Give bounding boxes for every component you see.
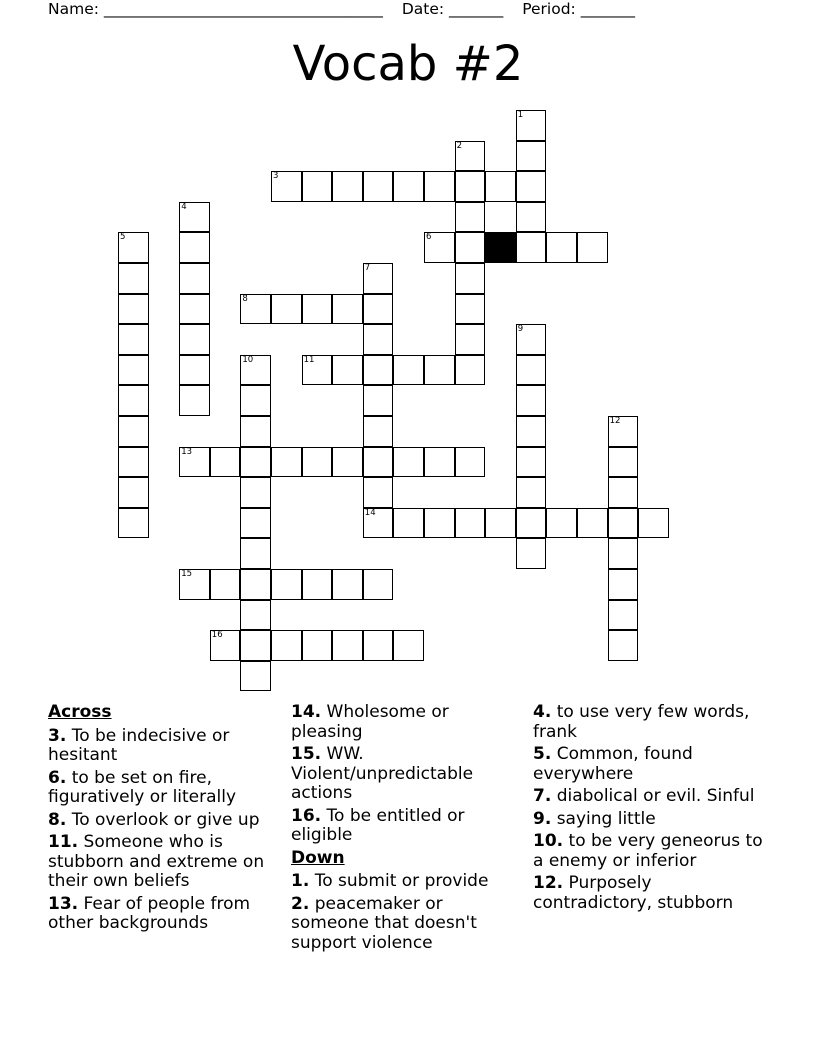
grid-cell[interactable] bbox=[332, 355, 363, 386]
clue-across-8: 8. To overlook or give up bbox=[48, 809, 260, 830]
grid-cell[interactable] bbox=[240, 447, 271, 478]
grid-cell[interactable] bbox=[240, 385, 271, 416]
grid-cell[interactable] bbox=[363, 385, 394, 416]
clue-across-16: 16. To be entitled or eligible bbox=[291, 805, 465, 845]
grid-cell[interactable] bbox=[485, 508, 516, 539]
grid-cell[interactable] bbox=[516, 416, 547, 447]
grid-cell[interactable] bbox=[516, 171, 547, 202]
clue-number-2: 2 bbox=[456, 140, 463, 151]
grid-cell[interactable] bbox=[516, 141, 547, 172]
grid-cell[interactable] bbox=[118, 477, 149, 508]
clue-across-6: 6. to be set on fire, figuratively or literally bbox=[48, 767, 237, 807]
grid-cell[interactable] bbox=[240, 508, 271, 539]
grid-cell[interactable] bbox=[455, 263, 486, 294]
grid-cell[interactable] bbox=[516, 232, 547, 263]
clue-down-4: 4. to use very few words, frank bbox=[533, 702, 750, 742]
grid-cell[interactable] bbox=[302, 171, 333, 202]
grid-cell[interactable] bbox=[179, 355, 210, 386]
across-heading: Across bbox=[48, 702, 112, 722]
grid-cell[interactable] bbox=[363, 477, 394, 508]
grid-cell[interactable] bbox=[393, 355, 424, 386]
grid-cell[interactable] bbox=[363, 324, 394, 355]
page-title: Vocab #2 bbox=[292, 36, 524, 92]
clue-number-15: 15 bbox=[181, 569, 193, 579]
grid-cell[interactable] bbox=[393, 447, 424, 478]
clue-down-2: 2. peacemaker or someone that doesn't support violence bbox=[291, 893, 477, 953]
grid-cell[interactable] bbox=[179, 294, 210, 325]
grid-cell[interactable] bbox=[363, 171, 394, 202]
grid-cell[interactable] bbox=[455, 508, 486, 539]
grid-cell[interactable] bbox=[302, 294, 333, 325]
grid-cell[interactable] bbox=[271, 569, 302, 600]
clue-across-3: 3. To be indecisive or hesitant bbox=[48, 725, 230, 765]
grid-cell[interactable] bbox=[516, 447, 547, 478]
grid-cell[interactable] bbox=[332, 569, 363, 600]
middle-clues-column bbox=[291, 703, 513, 956]
grid-cell[interactable] bbox=[455, 294, 486, 325]
black-cell bbox=[485, 232, 516, 263]
grid-cell[interactable] bbox=[271, 630, 302, 661]
clue-across-13: 13. Fear of people from other backgrounds bbox=[48, 893, 251, 933]
grid-cell[interactable] bbox=[118, 324, 149, 355]
grid-cell[interactable] bbox=[608, 630, 639, 661]
grid-cell[interactable] bbox=[424, 171, 455, 202]
grid-cell[interactable] bbox=[516, 355, 547, 386]
clue-down-9: 9. saying little bbox=[533, 808, 656, 829]
grid-cell[interactable] bbox=[118, 263, 149, 294]
grid-cell[interactable] bbox=[118, 294, 149, 325]
clue-number-3: 3 bbox=[273, 171, 279, 182]
grid-cell[interactable] bbox=[332, 630, 363, 661]
clue-down-10: 10. to be very geneorus to a enemy or inferior bbox=[533, 831, 763, 871]
clue-across-14: 14. Wholesome or pleasing bbox=[291, 702, 449, 742]
clue-down-1: 1. To submit or provide bbox=[291, 871, 489, 891]
grid-cell[interactable] bbox=[577, 508, 608, 539]
grid-cell[interactable] bbox=[179, 263, 210, 294]
grid-cell[interactable] bbox=[516, 508, 547, 539]
grid-cell[interactable] bbox=[363, 447, 394, 478]
grid-cell[interactable] bbox=[302, 630, 333, 661]
grid-cell[interactable] bbox=[424, 447, 455, 478]
grid-cell[interactable] bbox=[638, 508, 669, 539]
down-heading: Down bbox=[291, 847, 345, 868]
grid-cell[interactable] bbox=[363, 569, 394, 600]
grid-cell[interactable] bbox=[271, 294, 302, 325]
grid-cell[interactable] bbox=[332, 447, 363, 478]
date-field[interactable]: Date: _______ bbox=[401, 0, 504, 18]
grid-cell[interactable] bbox=[363, 630, 394, 661]
name-field[interactable]: Name: ____________________________________ bbox=[48, 0, 383, 18]
clue-number-10: 10 bbox=[242, 354, 254, 365]
grid-cell[interactable] bbox=[240, 477, 271, 508]
grid-cell[interactable] bbox=[210, 447, 241, 478]
clue-number-7: 7 bbox=[364, 263, 371, 273]
clue-number-6: 6 bbox=[426, 232, 432, 243]
grid-cell[interactable] bbox=[455, 202, 486, 233]
grid-cell[interactable] bbox=[118, 385, 149, 416]
grid-cell[interactable] bbox=[577, 232, 608, 263]
clue-number-9: 9 bbox=[517, 324, 524, 335]
clue-number-13: 13 bbox=[181, 446, 193, 457]
clue-down-12: 12. Purposely contradictory, stubborn bbox=[533, 873, 734, 913]
grid-cell[interactable] bbox=[240, 416, 271, 447]
across-clues-column bbox=[48, 703, 278, 937]
grid-cell[interactable] bbox=[393, 508, 424, 539]
grid-cell[interactable] bbox=[424, 355, 455, 386]
grid-cell[interactable] bbox=[608, 447, 639, 478]
grid-cell[interactable] bbox=[240, 661, 271, 692]
grid-cell[interactable] bbox=[455, 324, 486, 355]
grid-cell[interactable] bbox=[393, 630, 424, 661]
grid-cell[interactable] bbox=[210, 569, 241, 600]
grid-cell[interactable] bbox=[546, 232, 577, 263]
clue-across-11: 11. Someone who is stubborn and extreme on their own beliefs bbox=[48, 832, 265, 891]
grid-cell[interactable] bbox=[516, 202, 547, 233]
grid-cell[interactable] bbox=[118, 508, 149, 539]
grid-cell[interactable] bbox=[240, 569, 271, 600]
clue-number-14: 14 bbox=[364, 507, 376, 518]
grid-cell[interactable] bbox=[118, 355, 149, 386]
grid-cell[interactable] bbox=[363, 294, 394, 325]
grid-cell[interactable] bbox=[240, 538, 271, 569]
clue-across-15: 15. WW. Violent/unpredictable actions bbox=[291, 744, 474, 803]
clue-number-1: 1 bbox=[517, 110, 524, 120]
grid-cell[interactable] bbox=[332, 171, 363, 202]
grid-cell[interactable] bbox=[363, 355, 394, 386]
clue-number-11: 11 bbox=[303, 354, 315, 365]
grid-cell[interactable] bbox=[455, 447, 486, 478]
grid-cell[interactable] bbox=[179, 385, 210, 416]
grid-cell[interactable] bbox=[363, 416, 394, 447]
grid-cell[interactable] bbox=[455, 355, 486, 386]
grid-cell[interactable] bbox=[424, 508, 455, 539]
clue-number-8: 8 bbox=[242, 293, 248, 304]
grid-cell[interactable] bbox=[179, 232, 210, 263]
clue-number-4: 4 bbox=[181, 201, 187, 212]
grid-cell[interactable] bbox=[118, 447, 149, 478]
grid-cell[interactable] bbox=[332, 294, 363, 325]
grid-cell[interactable] bbox=[546, 508, 577, 539]
clue-number-16: 16 bbox=[211, 630, 223, 641]
grid-cell[interactable] bbox=[608, 538, 639, 569]
grid-cell[interactable] bbox=[608, 569, 639, 600]
grid-cell[interactable] bbox=[118, 416, 149, 447]
grid-cell[interactable] bbox=[302, 569, 333, 600]
grid-cell[interactable] bbox=[608, 508, 639, 539]
clue-down-7: 7. diabolical or evil. Sinful bbox=[533, 786, 755, 806]
clue-number-5: 5 bbox=[120, 232, 126, 243]
grid-cell[interactable] bbox=[516, 385, 547, 416]
period-field[interactable]: Period: _______ bbox=[522, 0, 635, 18]
clue-number-12: 12 bbox=[609, 416, 621, 426]
grid-cell[interactable] bbox=[485, 171, 516, 202]
grid-cell[interactable] bbox=[516, 477, 547, 508]
grid-cell[interactable] bbox=[608, 600, 639, 631]
grid-cell[interactable] bbox=[240, 600, 271, 631]
grid-cell[interactable] bbox=[516, 538, 547, 569]
clue-down-5: 5. Common, found everywhere bbox=[533, 744, 693, 784]
student-info-header bbox=[48, 0, 649, 18]
grid-cell[interactable] bbox=[608, 477, 639, 508]
grid-cell[interactable] bbox=[179, 324, 210, 355]
grid-cell[interactable] bbox=[393, 171, 424, 202]
grid-cell[interactable] bbox=[240, 630, 271, 661]
grid-cell[interactable] bbox=[271, 447, 302, 478]
grid-cell[interactable] bbox=[455, 171, 486, 202]
grid-cell[interactable] bbox=[302, 447, 333, 478]
grid-cell[interactable] bbox=[455, 232, 486, 263]
down-clues-column bbox=[533, 703, 768, 916]
